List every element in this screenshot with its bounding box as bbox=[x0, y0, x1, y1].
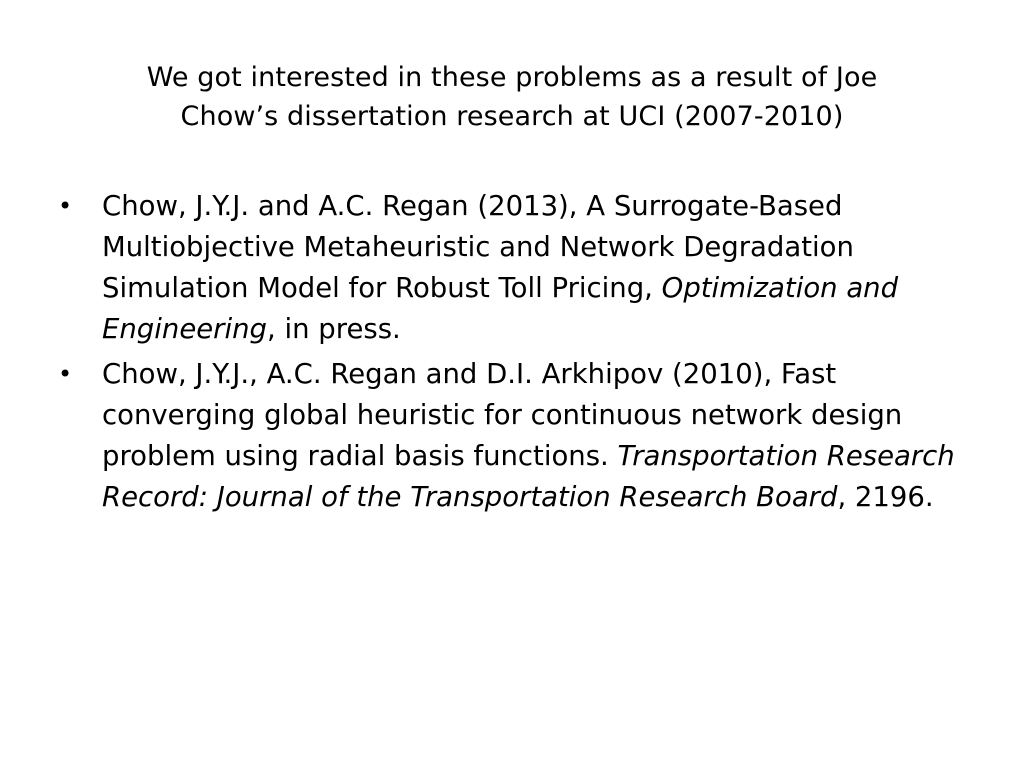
slide-title bbox=[70, 58, 954, 136]
reference-1-journal: Optimization and Engineering bbox=[102, 272, 899, 345]
reference-item-1 bbox=[56, 186, 976, 350]
slide-title-line-1: We got interested in these problems as a result of Joe bbox=[146, 62, 878, 93]
reference-2-text: Chow, J.Y.J., A.C. Regan and D.I. Arkhipov (2010), Fast converging global heuristic for continuous network design problem using radial basis functions. bbox=[102, 358, 903, 472]
reference-1-text: Chow, J.Y.J. and A.C. Regan (2013), A Surrogate-Based Multiobjective Metaheuristic and Network Degradation Simulation Model for Robust Toll Pricing, bbox=[102, 190, 854, 304]
reference-list bbox=[56, 186, 976, 522]
reference-1-suffix: , in press. bbox=[267, 313, 401, 345]
bullet-icon: • bbox=[58, 192, 73, 220]
bullet-icon: • bbox=[58, 360, 73, 388]
slide-title-line-2: Chow’s dissertation research at UCI (2007-2010) bbox=[180, 101, 844, 132]
reference-2-journal: Transportation Research Record: Journal of the Transportation Research Board bbox=[102, 440, 955, 513]
reference-2-suffix: , 2196. bbox=[837, 481, 934, 513]
reference-item-2 bbox=[56, 354, 976, 518]
